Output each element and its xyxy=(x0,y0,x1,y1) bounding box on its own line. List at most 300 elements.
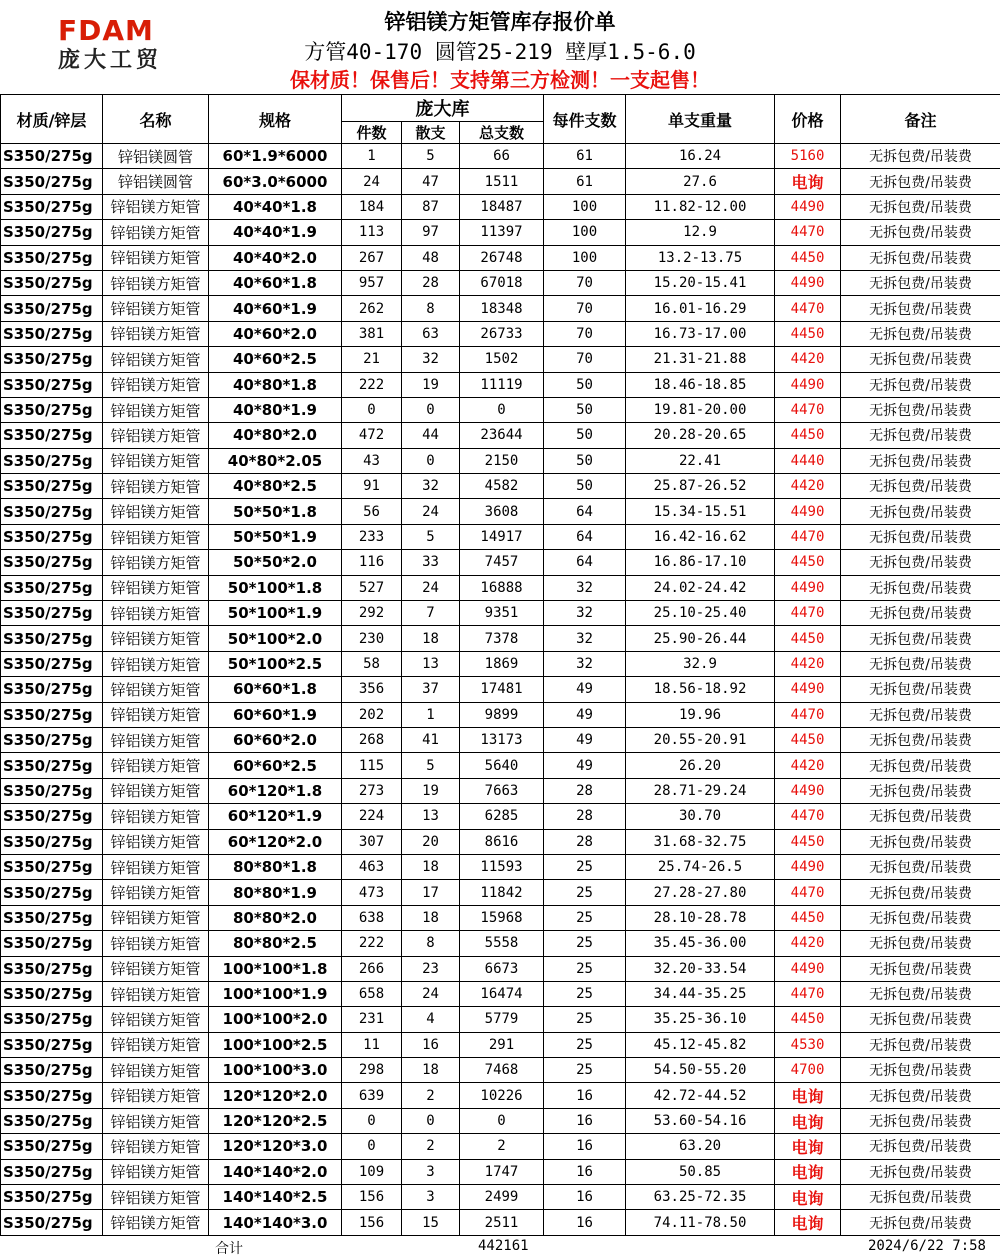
table-row xyxy=(1,854,1000,879)
header xyxy=(0,0,1000,94)
cell-price: 电询 xyxy=(775,169,841,194)
cell-unit-weight: 12.9 xyxy=(626,220,775,245)
cell-total: 0 xyxy=(460,397,544,422)
cell-loose: 47 xyxy=(402,169,460,194)
cell-per-bundle: 61 xyxy=(544,144,626,169)
cell-spec: 50*100*1.9 xyxy=(209,601,342,626)
cell-total: 2 xyxy=(460,1134,544,1159)
cell-note: 无拆包费/吊装费 xyxy=(841,423,1000,448)
cell-bundles: 202 xyxy=(342,702,402,727)
cell-total: 8616 xyxy=(460,829,544,854)
cell-loose: 63 xyxy=(402,321,460,346)
cell-material: S350/275g xyxy=(1,1159,103,1184)
cell-unit-weight: 13.2-13.75 xyxy=(626,245,775,270)
cell-bundles: 109 xyxy=(342,1159,402,1184)
cell-bundles: 463 xyxy=(342,854,402,879)
cell-per-bundle: 25 xyxy=(544,1007,626,1032)
header-bundles: 件数 xyxy=(342,122,402,144)
cell-material: S350/275g xyxy=(1,397,103,422)
cell-bundles: 292 xyxy=(342,601,402,626)
cell-material: S350/275g xyxy=(1,194,103,219)
table-row xyxy=(1,702,1000,727)
cell-price: 电询 xyxy=(775,1159,841,1184)
cell-loose: 18 xyxy=(402,854,460,879)
cell-material: S350/275g xyxy=(1,931,103,956)
cell-name: 锌铝镁方矩管 xyxy=(103,194,209,219)
cell-bundles: 472 xyxy=(342,423,402,448)
cell-note: 无拆包费/吊装费 xyxy=(841,245,1000,270)
total-label: 合计 xyxy=(215,1238,243,1258)
cell-bundles: 58 xyxy=(342,651,402,676)
table-row xyxy=(1,1058,1000,1083)
cell-unit-weight: 19.96 xyxy=(626,702,775,727)
cell-total: 7468 xyxy=(460,1058,544,1083)
cell-per-bundle: 25 xyxy=(544,1058,626,1083)
cell-unit-weight: 50.85 xyxy=(626,1159,775,1184)
cell-loose: 32 xyxy=(402,347,460,372)
cell-loose: 24 xyxy=(402,575,460,600)
cell-unit-weight: 25.10-25.40 xyxy=(626,601,775,626)
cell-total: 9899 xyxy=(460,702,544,727)
cell-per-bundle: 25 xyxy=(544,956,626,981)
header-material: 材质/锌层 xyxy=(1,95,103,144)
cell-per-bundle: 70 xyxy=(544,347,626,372)
cell-unit-weight: 21.31-21.88 xyxy=(626,347,775,372)
cell-material: S350/275g xyxy=(1,956,103,981)
cell-material: S350/275g xyxy=(1,829,103,854)
cell-material: S350/275g xyxy=(1,245,103,270)
cell-note: 无拆包费/吊装费 xyxy=(841,1159,1000,1184)
cell-name: 锌铝镁方矩管 xyxy=(103,1185,209,1210)
cell-per-bundle: 16 xyxy=(544,1083,626,1108)
cell-note: 无拆包费/吊装费 xyxy=(841,372,1000,397)
cell-loose: 0 xyxy=(402,448,460,473)
cell-unit-weight: 63.20 xyxy=(626,1134,775,1159)
cell-bundles: 957 xyxy=(342,270,402,295)
table-row xyxy=(1,829,1000,854)
cell-note: 无拆包费/吊装费 xyxy=(841,296,1000,321)
cell-unit-weight: 35.25-36.10 xyxy=(626,1007,775,1032)
cell-total: 7457 xyxy=(460,550,544,575)
table-row xyxy=(1,550,1000,575)
cell-spec: 40*60*1.9 xyxy=(209,296,342,321)
cell-material: S350/275g xyxy=(1,474,103,499)
cell-name: 锌铝镁方矩管 xyxy=(103,778,209,803)
cell-spec: 40*60*1.8 xyxy=(209,270,342,295)
cell-per-bundle: 100 xyxy=(544,220,626,245)
cell-price: 4450 xyxy=(775,423,841,448)
cell-price: 电询 xyxy=(775,1083,841,1108)
cell-total: 2511 xyxy=(460,1210,544,1235)
cell-spec: 60*120*1.9 xyxy=(209,804,342,829)
cell-loose: 87 xyxy=(402,194,460,219)
cell-name: 锌铝镁方矩管 xyxy=(103,880,209,905)
cell-unit-weight: 63.25-72.35 xyxy=(626,1185,775,1210)
table-row xyxy=(1,448,1000,473)
cell-spec: 120*120*3.0 xyxy=(209,1134,342,1159)
cell-note: 无拆包费/吊装费 xyxy=(841,931,1000,956)
cell-note: 无拆包费/吊装费 xyxy=(841,1007,1000,1032)
cell-bundles: 43 xyxy=(342,448,402,473)
table-row xyxy=(1,956,1000,981)
cell-price: 电询 xyxy=(775,1185,841,1210)
cell-total: 11397 xyxy=(460,220,544,245)
cell-total: 16474 xyxy=(460,981,544,1006)
cell-price: 4490 xyxy=(775,270,841,295)
cell-loose: 19 xyxy=(402,372,460,397)
table-row xyxy=(1,1007,1000,1032)
cell-per-bundle: 49 xyxy=(544,753,626,778)
cell-material: S350/275g xyxy=(1,854,103,879)
cell-bundles: 638 xyxy=(342,905,402,930)
cell-note: 无拆包费/吊装费 xyxy=(841,1134,1000,1159)
cell-note: 无拆包费/吊装费 xyxy=(841,727,1000,752)
cell-loose: 5 xyxy=(402,753,460,778)
cell-bundles: 224 xyxy=(342,804,402,829)
cell-material: S350/275g xyxy=(1,601,103,626)
cell-material: S350/275g xyxy=(1,778,103,803)
cell-unit-weight: 42.72-44.52 xyxy=(626,1083,775,1108)
cell-unit-weight: 25.90-26.44 xyxy=(626,626,775,651)
cell-note: 无拆包费/吊装费 xyxy=(841,753,1000,778)
cell-loose: 41 xyxy=(402,727,460,752)
page-title: 锌铝镁方矩管库存报价单 xyxy=(0,6,1000,36)
cell-name: 锌铝镁方矩管 xyxy=(103,524,209,549)
cell-bundles: 381 xyxy=(342,321,402,346)
cell-unit-weight: 20.55-20.91 xyxy=(626,727,775,752)
cell-price: 4470 xyxy=(775,702,841,727)
cell-unit-weight: 30.70 xyxy=(626,804,775,829)
cell-note: 无拆包费/吊装费 xyxy=(841,347,1000,372)
cell-total: 1502 xyxy=(460,347,544,372)
cell-loose: 8 xyxy=(402,296,460,321)
cell-price: 4420 xyxy=(775,931,841,956)
cell-note: 无拆包费/吊装费 xyxy=(841,575,1000,600)
cell-material: S350/275g xyxy=(1,270,103,295)
cell-total: 16888 xyxy=(460,575,544,600)
cell-name: 锌铝镁方矩管 xyxy=(103,397,209,422)
cell-bundles: 222 xyxy=(342,372,402,397)
header-total: 总支数 xyxy=(460,122,544,144)
cell-bundles: 273 xyxy=(342,778,402,803)
cell-loose: 2 xyxy=(402,1083,460,1108)
cell-note: 无拆包费/吊装费 xyxy=(841,626,1000,651)
cell-unit-weight: 18.56-18.92 xyxy=(626,677,775,702)
cell-loose: 44 xyxy=(402,423,460,448)
cell-name: 锌铝镁方矩管 xyxy=(103,347,209,372)
cell-note: 无拆包费/吊装费 xyxy=(841,651,1000,676)
cell-spec: 100*100*2.5 xyxy=(209,1032,342,1057)
cell-bundles: 0 xyxy=(342,1134,402,1159)
cell-total: 5558 xyxy=(460,931,544,956)
cell-per-bundle: 49 xyxy=(544,677,626,702)
cell-name: 锌铝镁方矩管 xyxy=(103,270,209,295)
cell-spec: 50*50*1.9 xyxy=(209,524,342,549)
table-row xyxy=(1,474,1000,499)
cell-note: 无拆包费/吊装费 xyxy=(841,474,1000,499)
table-row xyxy=(1,169,1000,194)
cell-note: 无拆包费/吊装费 xyxy=(841,321,1000,346)
cell-note: 无拆包费/吊装费 xyxy=(841,1108,1000,1133)
table-row xyxy=(1,1032,1000,1057)
cell-total: 1747 xyxy=(460,1159,544,1184)
cell-note: 无拆包费/吊装费 xyxy=(841,270,1000,295)
table-row xyxy=(1,778,1000,803)
cell-spec: 40*80*2.0 xyxy=(209,423,342,448)
cell-unit-weight: 15.34-15.51 xyxy=(626,499,775,524)
cell-price: 4450 xyxy=(775,829,841,854)
cell-spec: 140*140*2.0 xyxy=(209,1159,342,1184)
cell-name: 锌铝镁方矩管 xyxy=(103,1134,209,1159)
cell-unit-weight: 54.50-55.20 xyxy=(626,1058,775,1083)
cell-name: 锌铝镁方矩管 xyxy=(103,423,209,448)
cell-name: 锌铝镁方矩管 xyxy=(103,321,209,346)
cell-per-bundle: 64 xyxy=(544,524,626,549)
logo-text: FDAM xyxy=(58,16,166,46)
cell-note: 无拆包费/吊装费 xyxy=(841,169,1000,194)
cell-unit-weight: 15.20-15.41 xyxy=(626,270,775,295)
table-row xyxy=(1,1108,1000,1133)
table-row xyxy=(1,1210,1000,1235)
cell-loose: 8 xyxy=(402,931,460,956)
cell-note: 无拆包费/吊装费 xyxy=(841,601,1000,626)
page-subtitle: 方管40-170 圆管25-219 壁厚1.5-6.0 xyxy=(0,36,1000,66)
table-row xyxy=(1,1083,1000,1108)
cell-per-bundle: 64 xyxy=(544,499,626,524)
cell-name: 锌铝镁方矩管 xyxy=(103,296,209,321)
cell-total: 7663 xyxy=(460,778,544,803)
cell-total: 11842 xyxy=(460,880,544,905)
cell-loose: 4 xyxy=(402,1007,460,1032)
cell-note: 无拆包费/吊装费 xyxy=(841,1185,1000,1210)
table-row xyxy=(1,626,1000,651)
cell-total: 5779 xyxy=(460,1007,544,1032)
cell-unit-weight: 24.02-24.42 xyxy=(626,575,775,600)
cell-price: 4490 xyxy=(775,956,841,981)
cell-bundles: 231 xyxy=(342,1007,402,1032)
cell-name: 锌铝镁方矩管 xyxy=(103,575,209,600)
cell-per-bundle: 16 xyxy=(544,1210,626,1235)
cell-name: 锌铝镁方矩管 xyxy=(103,753,209,778)
cell-material: S350/275g xyxy=(1,981,103,1006)
cell-material: S350/275g xyxy=(1,677,103,702)
table-row xyxy=(1,144,1000,169)
cell-loose: 32 xyxy=(402,474,460,499)
cell-bundles: 658 xyxy=(342,981,402,1006)
cell-price: 4470 xyxy=(775,880,841,905)
cell-per-bundle: 25 xyxy=(544,880,626,905)
header-spec: 规格 xyxy=(209,95,342,144)
cell-name: 锌铝镁方矩管 xyxy=(103,1058,209,1083)
cell-total: 4582 xyxy=(460,474,544,499)
cell-unit-weight: 28.71-29.24 xyxy=(626,778,775,803)
cell-spec: 140*140*2.5 xyxy=(209,1185,342,1210)
cell-price: 4470 xyxy=(775,296,841,321)
table-row xyxy=(1,1134,1000,1159)
table-row xyxy=(1,397,1000,422)
cell-total: 26733 xyxy=(460,321,544,346)
cell-unit-weight: 20.28-20.65 xyxy=(626,423,775,448)
table-row xyxy=(1,651,1000,676)
cell-unit-weight: 53.60-54.16 xyxy=(626,1108,775,1133)
cell-name: 锌铝镁方矩管 xyxy=(103,829,209,854)
cell-spec: 60*60*2.0 xyxy=(209,727,342,752)
cell-unit-weight: 25.74-26.5 xyxy=(626,854,775,879)
cell-material: S350/275g xyxy=(1,626,103,651)
cell-spec: 80*80*1.9 xyxy=(209,880,342,905)
cell-bundles: 639 xyxy=(342,1083,402,1108)
cell-per-bundle: 50 xyxy=(544,448,626,473)
cell-spec: 60*120*2.0 xyxy=(209,829,342,854)
cell-price: 电询 xyxy=(775,1210,841,1235)
cell-price: 4420 xyxy=(775,753,841,778)
table-row xyxy=(1,372,1000,397)
cell-loose: 5 xyxy=(402,524,460,549)
cell-note: 无拆包费/吊装费 xyxy=(841,1210,1000,1235)
table-row xyxy=(1,1159,1000,1184)
stock-table xyxy=(0,94,1000,1236)
cell-loose: 18 xyxy=(402,905,460,930)
cell-price: 4450 xyxy=(775,727,841,752)
cell-loose: 3 xyxy=(402,1185,460,1210)
cell-unit-weight: 26.20 xyxy=(626,753,775,778)
cell-material: S350/275g xyxy=(1,169,103,194)
table-row xyxy=(1,194,1000,219)
cell-material: S350/275g xyxy=(1,550,103,575)
cell-material: S350/275g xyxy=(1,144,103,169)
cell-spec: 50*100*1.8 xyxy=(209,575,342,600)
cell-per-bundle: 49 xyxy=(544,727,626,752)
table-row xyxy=(1,347,1000,372)
cell-unit-weight: 16.42-16.62 xyxy=(626,524,775,549)
cell-spec: 40*60*2.5 xyxy=(209,347,342,372)
cell-note: 无拆包费/吊装费 xyxy=(841,1058,1000,1083)
cell-price: 4470 xyxy=(775,397,841,422)
cell-material: S350/275g xyxy=(1,727,103,752)
cell-loose: 0 xyxy=(402,1108,460,1133)
cell-price: 电询 xyxy=(775,1108,841,1133)
cell-spec: 40*40*1.8 xyxy=(209,194,342,219)
cell-name: 锌铝镁方矩管 xyxy=(103,702,209,727)
cell-unit-weight: 25.87-26.52 xyxy=(626,474,775,499)
cell-bundles: 307 xyxy=(342,829,402,854)
total-value: 442161 xyxy=(478,1238,529,1254)
cell-note: 无拆包费/吊装费 xyxy=(841,829,1000,854)
cell-loose: 18 xyxy=(402,626,460,651)
cell-loose: 15 xyxy=(402,1210,460,1235)
cell-per-bundle: 32 xyxy=(544,651,626,676)
cell-material: S350/275g xyxy=(1,1210,103,1235)
cell-material: S350/275g xyxy=(1,220,103,245)
cell-material: S350/275g xyxy=(1,372,103,397)
table-row xyxy=(1,321,1000,346)
cell-per-bundle: 70 xyxy=(544,321,626,346)
table-row xyxy=(1,727,1000,752)
cell-note: 无拆包费/吊装费 xyxy=(841,905,1000,930)
cell-spec: 60*3.0*6000 xyxy=(209,169,342,194)
cell-loose: 1 xyxy=(402,702,460,727)
cell-bundles: 11 xyxy=(342,1032,402,1057)
cell-total: 17481 xyxy=(460,677,544,702)
cell-price: 4490 xyxy=(775,372,841,397)
cell-bundles: 233 xyxy=(342,524,402,549)
cell-per-bundle: 50 xyxy=(544,372,626,397)
cell-per-bundle: 50 xyxy=(544,474,626,499)
cell-loose: 18 xyxy=(402,1058,460,1083)
cell-per-bundle: 50 xyxy=(544,397,626,422)
table-row xyxy=(1,499,1000,524)
cell-bundles: 267 xyxy=(342,245,402,270)
cell-unit-weight: 45.12-45.82 xyxy=(626,1032,775,1057)
cell-total: 291 xyxy=(460,1032,544,1057)
cell-spec: 100*100*2.0 xyxy=(209,1007,342,1032)
cell-material: S350/275g xyxy=(1,1134,103,1159)
cell-loose: 24 xyxy=(402,981,460,1006)
cell-total: 26748 xyxy=(460,245,544,270)
cell-bundles: 356 xyxy=(342,677,402,702)
cell-spec: 80*80*2.5 xyxy=(209,931,342,956)
cell-bundles: 91 xyxy=(342,474,402,499)
cell-loose: 33 xyxy=(402,550,460,575)
cell-per-bundle: 28 xyxy=(544,829,626,854)
cell-total: 11593 xyxy=(460,854,544,879)
cell-bundles: 230 xyxy=(342,626,402,651)
table-row xyxy=(1,575,1000,600)
table-row xyxy=(1,296,1000,321)
cell-price: 4490 xyxy=(775,854,841,879)
cell-bundles: 113 xyxy=(342,220,402,245)
cell-note: 无拆包费/吊装费 xyxy=(841,956,1000,981)
cell-name: 锌铝镁方矩管 xyxy=(103,1007,209,1032)
cell-note: 无拆包费/吊装费 xyxy=(841,550,1000,575)
cell-name: 锌铝镁方矩管 xyxy=(103,245,209,270)
cell-loose: 17 xyxy=(402,880,460,905)
cell-material: S350/275g xyxy=(1,804,103,829)
report-date: 2024/6/22 7:58 xyxy=(868,1238,986,1254)
cell-loose: 23 xyxy=(402,956,460,981)
cell-total: 6673 xyxy=(460,956,544,981)
cell-name: 锌铝镁方矩管 xyxy=(103,727,209,752)
slogan: 保材质！保售后！支持第三方检测！一支起售！ xyxy=(0,64,1000,93)
cell-note: 无拆包费/吊装费 xyxy=(841,1032,1000,1057)
cell-spec: 60*60*1.9 xyxy=(209,702,342,727)
cell-unit-weight: 27.28-27.80 xyxy=(626,880,775,905)
cell-material: S350/275g xyxy=(1,296,103,321)
cell-spec: 50*50*2.0 xyxy=(209,550,342,575)
cell-name: 锌铝镁方矩管 xyxy=(103,854,209,879)
cell-name: 锌铝镁方矩管 xyxy=(103,981,209,1006)
cell-spec: 80*80*2.0 xyxy=(209,905,342,930)
cell-loose: 24 xyxy=(402,499,460,524)
cell-note: 无拆包费/吊装费 xyxy=(841,804,1000,829)
cell-material: S350/275g xyxy=(1,753,103,778)
header-note: 备注 xyxy=(841,95,1000,144)
cell-price: 5160 xyxy=(775,144,841,169)
cell-price: 4530 xyxy=(775,1032,841,1057)
cell-per-bundle: 49 xyxy=(544,702,626,727)
cell-note: 无拆包费/吊装费 xyxy=(841,448,1000,473)
cell-total: 10226 xyxy=(460,1083,544,1108)
cell-price: 4420 xyxy=(775,651,841,676)
cell-per-bundle: 70 xyxy=(544,296,626,321)
cell-price: 4450 xyxy=(775,321,841,346)
cell-total: 15968 xyxy=(460,905,544,930)
cell-note: 无拆包费/吊装费 xyxy=(841,144,1000,169)
cell-bundles: 266 xyxy=(342,956,402,981)
cell-bundles: 21 xyxy=(342,347,402,372)
cell-bundles: 184 xyxy=(342,194,402,219)
cell-loose: 20 xyxy=(402,829,460,854)
